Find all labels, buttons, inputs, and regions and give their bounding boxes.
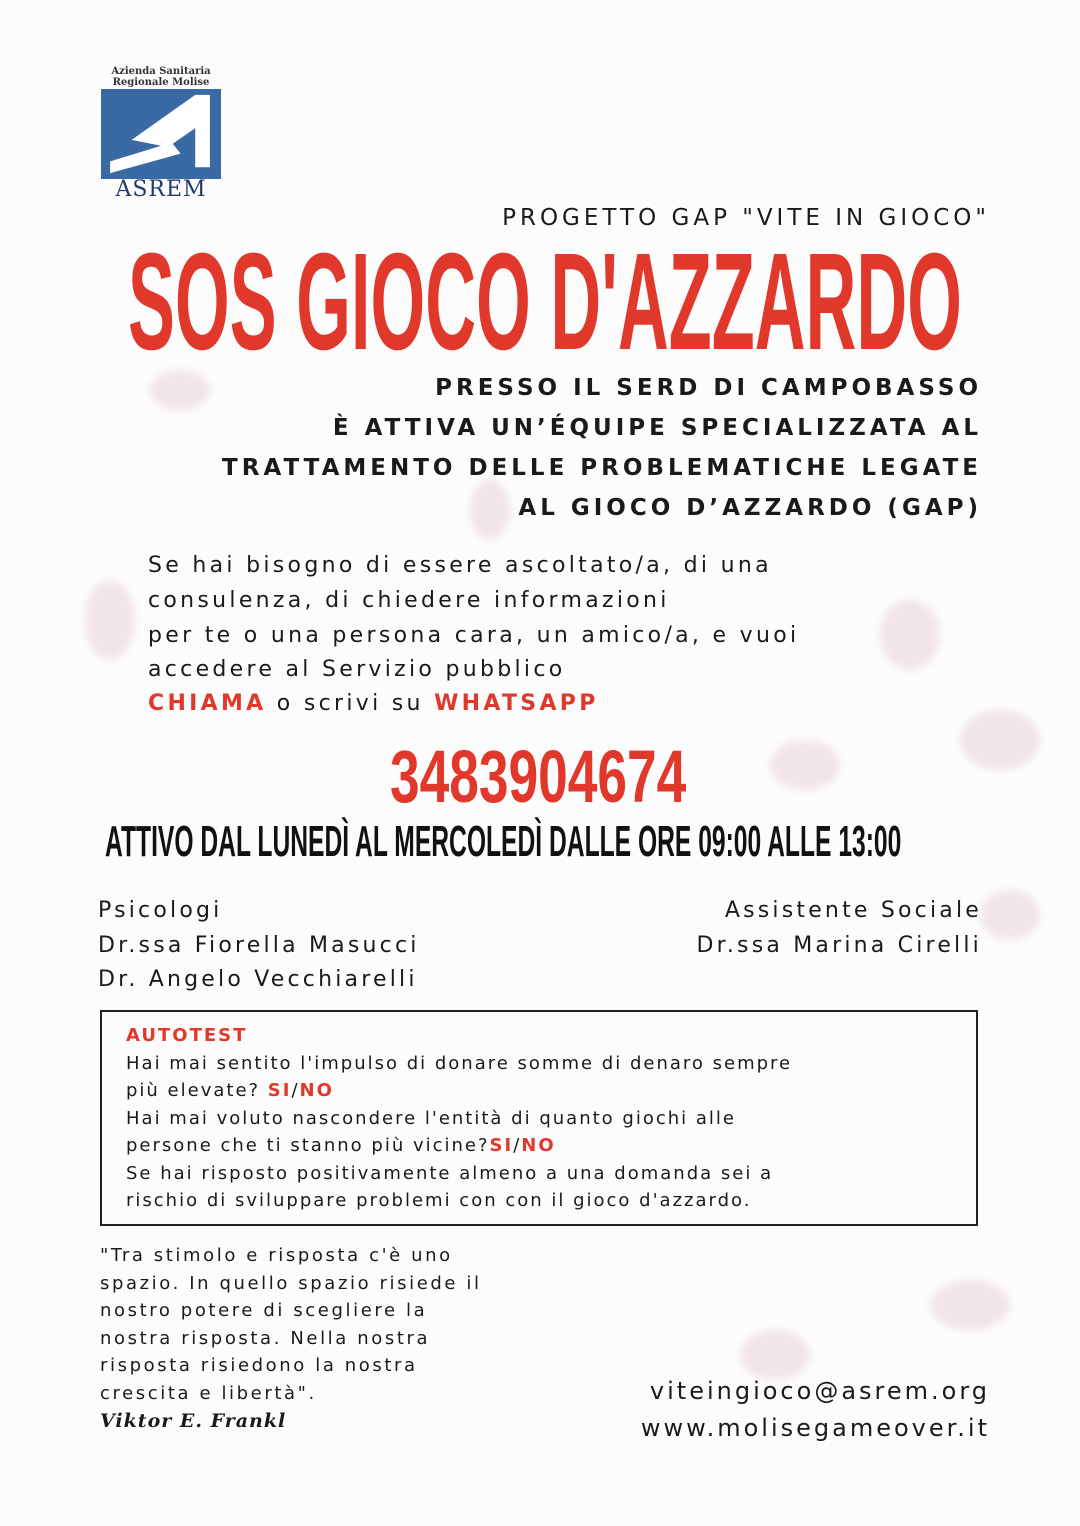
answer-no: NO — [299, 1080, 334, 1101]
body-line: Se hai bisogno di essere ascoltato/a, di una — [148, 553, 772, 578]
question-2: Hai mai voluto nascondere l'entità di quanto giochi alle — [126, 1108, 736, 1129]
question-1-cont: più elevate? — [126, 1080, 268, 1101]
question-1: Hai mai sentito l'impulso di donare somme di denaro sempre — [126, 1053, 793, 1074]
body-line: accedere al Servizio pubblico — [148, 657, 566, 682]
question-2-cont: persone che ti stanno più vicine? — [126, 1135, 490, 1156]
logo-mark-icon — [101, 89, 221, 179]
autotest-box — [100, 1010, 978, 1226]
intro-line: TRATTAMENTO DELLE PROBLEMATICHE LEGATE — [222, 455, 982, 481]
conclusion: Se hai risposto positivamente almeno a una domanda sei a — [126, 1163, 774, 1184]
intro-line: PRESSO IL SERD DI CAMPOBASSO — [435, 375, 982, 401]
quote-line: crescita e libertà". — [100, 1383, 317, 1404]
answer-si: SI — [267, 1080, 292, 1101]
quote-line: risposta risiedono la nostra — [100, 1355, 418, 1376]
body-line: per te o una persona cara, un amico/a, e vuoi — [148, 623, 800, 648]
logo-name: ASREM — [115, 177, 207, 202]
psychologist-name: Dr. Angelo Vecchiarelli — [98, 967, 418, 992]
opening-hours: ATTIVO DAL LUNEDÌ AL MERCOLEDÌ DALLE ORE 09:00 ALLE 13:00 — [105, 817, 902, 866]
intro-line: È ATTIVA UN’ÉQUIPE SPECIALIZZATA AL — [332, 415, 982, 441]
call-label: CHIAMA — [148, 691, 267, 716]
answer-no: NO — [521, 1135, 556, 1156]
quote-line: "Tra stimolo e risposta c'è uno — [100, 1245, 453, 1266]
project-name: PROGETTO GAP "VITE IN GIOCO" — [502, 205, 990, 231]
main-title: SOS GIOCO D'AZZARDO — [128, 225, 962, 379]
psychologists-heading: Psicologi — [98, 898, 223, 923]
whatsapp-label: WHATSAPP — [434, 691, 599, 716]
answer-si: SI — [489, 1135, 514, 1156]
call-middle: o scrivi su — [266, 691, 435, 716]
autotest-heading: AUTOTEST — [126, 1025, 248, 1046]
logo-org-line1: Azienda Sanitaria — [111, 66, 211, 77]
answer-slash: / — [291, 1080, 300, 1101]
phone-number[interactable]: 3483904674 — [390, 735, 687, 818]
conclusion: rischio di sviluppare problemi con con il gioco d'azzardo. — [126, 1190, 752, 1211]
answer-slash: / — [513, 1135, 522, 1156]
intro-line: AL GIOCO D’AZZARDO (GAP) — [518, 495, 982, 521]
logo-org-line2: Regionale Molise — [112, 77, 210, 88]
contact-website[interactable]: www.molisegameover.it — [640, 1414, 990, 1442]
social-worker-heading: Assistente Sociale — [724, 898, 982, 923]
psychologist-name: Dr.ssa Fiorella Masucci — [98, 933, 420, 958]
quote-author: Viktor E. Frankl — [100, 1410, 287, 1432]
quote-line: nostro potere di scegliere la — [100, 1300, 428, 1321]
quote-line: spazio. In quello spazio risiede il — [100, 1273, 482, 1294]
body-line: consulenza, di chiedere informazioni — [148, 588, 670, 613]
call-line — [148, 690, 599, 718]
contact-email[interactable]: viteingioco@asrem.org — [649, 1377, 990, 1405]
quote-line: nostra risposta. Nella nostra — [100, 1328, 431, 1349]
social-worker-name: Dr.ssa Marina Cirelli — [696, 933, 982, 958]
